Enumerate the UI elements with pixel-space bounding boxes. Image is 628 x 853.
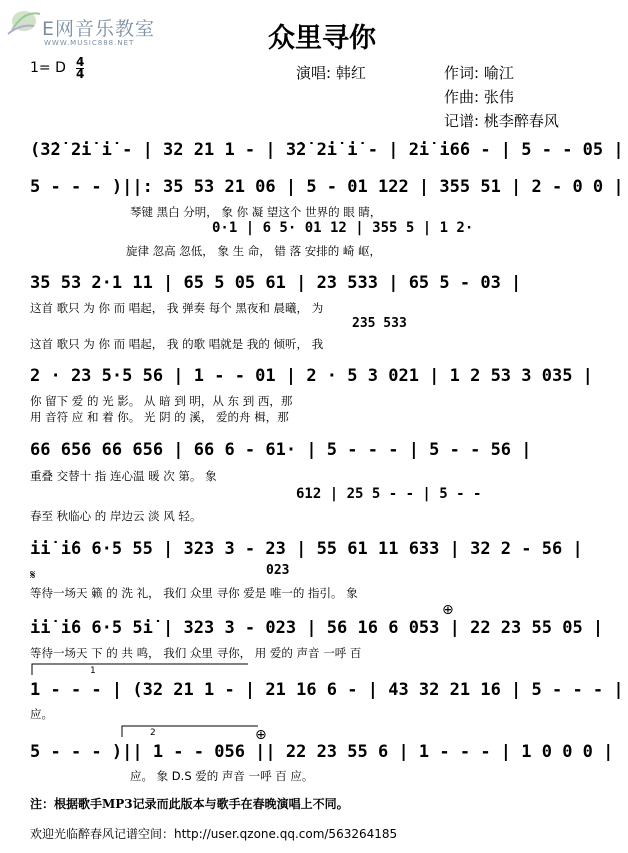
coda-icon: ⊕ bbox=[442, 602, 454, 618]
logo-text: E网音乐教室 bbox=[42, 18, 156, 40]
score-row-6-alt: 023 bbox=[266, 563, 290, 578]
lyric-row-2: 琴键 黑白 分明， 象 你 凝 望这个 世界的 眼 睛， bbox=[130, 205, 382, 219]
score-row-7: i̇i̇ i̇6 6·5 5i̇ | 323 3 - 023 | 56 16 6 053 | 22 23 55 05 | bbox=[30, 618, 604, 638]
time-signature: 4 4 bbox=[76, 55, 85, 81]
logo-url: WWW.MUSIC888.NET bbox=[44, 39, 135, 47]
lyric-row-9: 应。 象 D.S 爱的 声音 一呼 百 应。 bbox=[130, 769, 314, 783]
composer: 作曲: 张伟 bbox=[444, 88, 514, 106]
score-row-2: 5 - - - )||: 35 53 21 06 | 5 - 01 122 | 355 51 | 2 - 0 0 | bbox=[30, 177, 624, 197]
score-row-5-alt: 612 | 25 5 - - | 5 - - bbox=[296, 486, 482, 502]
lyric-row-6: 等待一场天 籁 的 洗 礼， 我们 众里 寻你 爱是 唯一的 指引。 象 bbox=[30, 586, 358, 600]
lyric-row-7: 等待一场天 下 的 共 鸣， 我们 众里 寻你， 用 爱的 声音 一呼 百 bbox=[30, 646, 362, 660]
volta-1-bracket bbox=[30, 662, 250, 676]
lyricist: 作词: 喻江 bbox=[444, 64, 514, 82]
score-row-1: (3̇2̇ 2̇i̇ i̇ - | 32 21 1 - | 3̇2̇ 2̇i̇ i̇ - | 2̇i̇ i6̇6 - | 5 - - 05 | bbox=[30, 140, 624, 160]
lyric-row-8: 应。 bbox=[30, 707, 53, 721]
logo-leaf-icon bbox=[6, 8, 46, 36]
score-row-4: 2 · 23 5·5 56 | 1 - - 01 | 2 · 5 3 021 | 1 2 53 3 035 | bbox=[30, 366, 593, 386]
lyric-row-5a: 重叠 交替十 指 连心温 暖 次 第。 象 bbox=[30, 469, 217, 483]
lyric-row-4a: 你 留下 爱 的 光 影。 从 暗 到 明，从 东 到 西，那 bbox=[30, 394, 293, 408]
coda-icon-2: ⊕ bbox=[255, 727, 267, 743]
score-row-6: i̇i̇ i̇6 6·5 55 | 323 3 - 23 | 55 61 11 633 | 32 2 - 56 | bbox=[30, 539, 583, 559]
score-row-3: 35 53 2·1 11 | 65 5 05 61 | 23 533 | 65 5 - 03 | bbox=[30, 273, 522, 293]
lyric-row-5b: 春至 秋临心 的 岸边云 淡 风 轻。 bbox=[30, 509, 202, 523]
lyric-row-4b: 用 音符 应 和 着 你。 光 阴 的 溪， 爱的舟 楫，那 bbox=[30, 410, 289, 424]
svg-text:2: 2 bbox=[150, 728, 156, 738]
welcome-line: 欢迎光临醉春风记谱空间：http://user.qzone.qq.com/563264185 bbox=[30, 827, 398, 841]
song-title: 众里寻你 bbox=[268, 23, 376, 54]
score-row-8: 1 - - - | (32 21 1 - | 21 16 6 - | 43 32 21 16 | 5 - - - | bbox=[30, 680, 624, 700]
score-row-2-alt: 0·1 | 6 5· 01 12 | 355 5 | 1 2· bbox=[212, 220, 474, 236]
score-row-3-alt: 235 533 bbox=[352, 316, 407, 331]
singer: 演唱: 韩红 bbox=[296, 64, 366, 82]
transcriber: 记谱: 桃李醉春风 bbox=[444, 112, 559, 130]
lyric-row-3a: 这首 歌只 为 你 而 唱起， 我 弹奏 每个 黑夜和 晨曦， 为 bbox=[30, 301, 324, 315]
svg-text:1: 1 bbox=[90, 666, 96, 676]
lyric-row-2-alt: 旋律 忽高 忽低， 象 生 命， 错 落 安排的 崎 岖， bbox=[126, 244, 382, 258]
footnote: 注：根据歌手MP3记录而此版本与歌手在春晚演唱上不同。 bbox=[30, 797, 349, 811]
lyric-row-3b: 这首 歌只 为 你 而 唱起， 我 的歌 唱就是 我的 倾听， 我 bbox=[30, 337, 324, 351]
segno-icon: 𝄋 bbox=[30, 568, 36, 583]
key-signature: 1= D bbox=[30, 60, 66, 76]
score-row-5: 66 656 66 656 | 66 6 - 61· | 5 - - - | 5 - - 56 | bbox=[30, 440, 532, 460]
score-row-9: 5 - - - )|| 1 - - 056 || 22 23 55 6 | 1 - - - | 1 0 0 0 | bbox=[30, 742, 614, 762]
volta-2-bracket bbox=[120, 724, 260, 738]
